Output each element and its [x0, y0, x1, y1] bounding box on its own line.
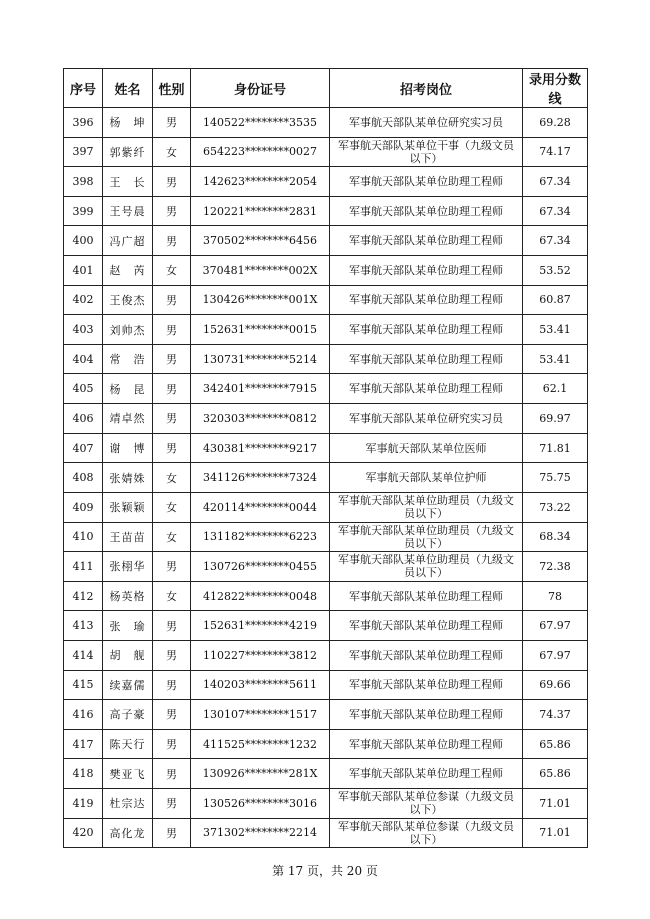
table-row	[64, 522, 588, 552]
cell-position: 军事航天部队某单位助理工程师	[330, 315, 523, 345]
table-row	[64, 640, 588, 670]
cell-index: 400	[64, 226, 103, 256]
table-row	[64, 759, 588, 789]
cell-index: 413	[64, 611, 103, 641]
cell-id-number: 120221********2831	[191, 196, 330, 226]
header-score: 录用分数线	[523, 69, 588, 108]
results-table	[63, 68, 588, 848]
table-row	[64, 285, 588, 315]
cell-name: 胡 舰	[103, 640, 153, 670]
cell-position: 军事航天部队某单位护师	[330, 463, 523, 493]
cell-id-number: 130526********3016	[191, 789, 330, 819]
cell-name: 高化龙	[103, 818, 153, 848]
table-row	[64, 463, 588, 493]
cell-id-number: 130426********001X	[191, 285, 330, 315]
cell-score: 67.97	[523, 640, 588, 670]
cell-position: 军事航天部队某单位助理工程师	[330, 167, 523, 197]
cell-name: 陈天行	[103, 729, 153, 759]
cell-score: 69.66	[523, 670, 588, 700]
table-row	[64, 167, 588, 197]
table-row	[64, 108, 588, 138]
cell-score: 75.75	[523, 463, 588, 493]
cell-gender: 男	[153, 789, 191, 819]
cell-name: 赵 芮	[103, 256, 153, 286]
cell-score: 78	[523, 581, 588, 611]
table-row	[64, 256, 588, 286]
cell-name: 续嘉儒	[103, 670, 153, 700]
table-row	[64, 611, 588, 641]
cell-position: 军事航天部队某单位助理工程师	[330, 700, 523, 730]
cell-score: 53.41	[523, 315, 588, 345]
cell-name: 杨 坤	[103, 108, 153, 138]
cell-name: 高子豪	[103, 700, 153, 730]
cell-index: 414	[64, 640, 103, 670]
cell-score: 67.34	[523, 167, 588, 197]
cell-id-number: 341126********7324	[191, 463, 330, 493]
cell-id-number: 152631********4219	[191, 611, 330, 641]
cell-position: 军事航天部队某单位干事（九级文员以下）	[330, 137, 523, 167]
cell-id-number: 654223********0027	[191, 137, 330, 167]
cell-index: 416	[64, 700, 103, 730]
cell-id-number: 131182********6223	[191, 522, 330, 552]
cell-id-number: 412822********0048	[191, 581, 330, 611]
cell-gender: 男	[153, 670, 191, 700]
cell-score: 65.86	[523, 759, 588, 789]
cell-index: 396	[64, 108, 103, 138]
cell-gender: 男	[153, 285, 191, 315]
cell-gender: 男	[153, 552, 191, 582]
cell-position: 军事航天部队某单位助理工程师	[330, 226, 523, 256]
cell-score: 67.34	[523, 196, 588, 226]
cell-name: 靖卓然	[103, 404, 153, 434]
cell-gender: 男	[153, 167, 191, 197]
cell-index: 404	[64, 344, 103, 374]
cell-position: 军事航天部队某单位助理工程师	[330, 670, 523, 700]
table-row	[64, 492, 588, 522]
cell-gender: 男	[153, 729, 191, 759]
table-row	[64, 137, 588, 167]
table-row	[64, 433, 588, 463]
cell-score: 62.1	[523, 374, 588, 404]
table-row	[64, 670, 588, 700]
cell-gender: 女	[153, 256, 191, 286]
cell-gender: 女	[153, 463, 191, 493]
cell-position: 军事航天部队某单位助理工程师	[330, 344, 523, 374]
cell-id-number: 140522********3535	[191, 108, 330, 138]
cell-score: 71.81	[523, 433, 588, 463]
cell-name: 樊亚飞	[103, 759, 153, 789]
table-row	[64, 729, 588, 759]
cell-gender: 女	[153, 492, 191, 522]
cell-index: 405	[64, 374, 103, 404]
cell-position: 军事航天部队某单位助理工程师	[330, 611, 523, 641]
cell-id-number: 370502********6456	[191, 226, 330, 256]
cell-index: 419	[64, 789, 103, 819]
cell-gender: 男	[153, 196, 191, 226]
cell-id-number: 371302********2214	[191, 818, 330, 848]
table-body	[64, 108, 588, 848]
cell-position: 军事航天部队某单位参谋（九级文员以下）	[330, 789, 523, 819]
cell-gender: 女	[153, 581, 191, 611]
cell-gender: 男	[153, 344, 191, 374]
cell-index: 401	[64, 256, 103, 286]
cell-position: 军事航天部队某单位助理工程师	[330, 285, 523, 315]
cell-index: 411	[64, 552, 103, 582]
table-row	[64, 818, 588, 848]
cell-index: 403	[64, 315, 103, 345]
cell-id-number: 411525********1232	[191, 729, 330, 759]
header-name: 姓名	[103, 69, 153, 108]
cell-name: 王号晨	[103, 196, 153, 226]
header-index: 序号	[64, 69, 103, 108]
cell-index: 397	[64, 137, 103, 167]
cell-gender: 男	[153, 404, 191, 434]
cell-position: 军事航天部队某单位研究实习员	[330, 108, 523, 138]
cell-position: 军事航天部队某单位助理员（九级文员以下）	[330, 552, 523, 582]
cell-name: 刘帅杰	[103, 315, 153, 345]
cell-index: 408	[64, 463, 103, 493]
cell-id-number: 130726********0455	[191, 552, 330, 582]
cell-position: 军事航天部队某单位助理员（九级文员以下）	[330, 522, 523, 552]
cell-position: 军事航天部队某单位助理工程师	[330, 759, 523, 789]
table-row	[64, 196, 588, 226]
cell-id-number: 130926********281X	[191, 759, 330, 789]
cell-score: 53.41	[523, 344, 588, 374]
cell-index: 402	[64, 285, 103, 315]
cell-score: 68.34	[523, 522, 588, 552]
table-row	[64, 700, 588, 730]
cell-id-number: 130107********1517	[191, 700, 330, 730]
cell-score: 67.34	[523, 226, 588, 256]
cell-gender: 男	[153, 108, 191, 138]
cell-name: 郭紫纤	[103, 137, 153, 167]
cell-score: 53.52	[523, 256, 588, 286]
cell-score: 71.01	[523, 789, 588, 819]
cell-gender: 女	[153, 522, 191, 552]
cell-gender: 男	[153, 374, 191, 404]
cell-name: 杜宗达	[103, 789, 153, 819]
cell-name: 冯广超	[103, 226, 153, 256]
cell-score: 60.87	[523, 285, 588, 315]
header-id-number: 身份证号	[191, 69, 330, 108]
header-position: 招考岗位	[330, 69, 523, 108]
cell-score: 73.22	[523, 492, 588, 522]
cell-name: 杨英格	[103, 581, 153, 611]
cell-gender: 男	[153, 315, 191, 345]
cell-index: 420	[64, 818, 103, 848]
cell-name: 王俊杰	[103, 285, 153, 315]
cell-position: 军事航天部队某单位助理工程师	[330, 196, 523, 226]
table-row	[64, 581, 588, 611]
cell-index: 398	[64, 167, 103, 197]
cell-score: 65.86	[523, 729, 588, 759]
cell-score: 69.28	[523, 108, 588, 138]
cell-gender: 男	[153, 433, 191, 463]
cell-index: 409	[64, 492, 103, 522]
cell-id-number: 130731********5214	[191, 344, 330, 374]
page-number: 第 17 页，共 20 页	[272, 864, 378, 878]
cell-name: 张婧姝	[103, 463, 153, 493]
cell-index: 412	[64, 581, 103, 611]
header-gender: 性别	[153, 69, 191, 108]
cell-name: 常 浩	[103, 344, 153, 374]
cell-score: 71.01	[523, 818, 588, 848]
table-header-row	[64, 69, 588, 108]
cell-position: 军事航天部队某单位助理工程师	[330, 581, 523, 611]
cell-id-number: 110227********3812	[191, 640, 330, 670]
cell-gender: 男	[153, 700, 191, 730]
cell-gender: 男	[153, 759, 191, 789]
cell-score: 72.38	[523, 552, 588, 582]
cell-id-number: 342401********7915	[191, 374, 330, 404]
table-row	[64, 404, 588, 434]
cell-id-number: 140203********5611	[191, 670, 330, 700]
cell-name: 王 长	[103, 167, 153, 197]
cell-position: 军事航天部队某单位研究实习员	[330, 404, 523, 434]
cell-index: 410	[64, 522, 103, 552]
cell-name: 张颖颖	[103, 492, 153, 522]
cell-name: 谢 博	[103, 433, 153, 463]
table-row	[64, 552, 588, 582]
table-row	[64, 344, 588, 374]
table-row	[64, 315, 588, 345]
cell-id-number: 370481********002X	[191, 256, 330, 286]
cell-id-number: 430381********9217	[191, 433, 330, 463]
cell-index: 418	[64, 759, 103, 789]
cell-score: 74.37	[523, 700, 588, 730]
cell-gender: 男	[153, 640, 191, 670]
cell-name: 张栩华	[103, 552, 153, 582]
cell-position: 军事航天部队某单位助理工程师	[330, 640, 523, 670]
cell-index: 399	[64, 196, 103, 226]
cell-id-number: 420114********0044	[191, 492, 330, 522]
table-row	[64, 226, 588, 256]
cell-score: 69.97	[523, 404, 588, 434]
cell-index: 415	[64, 670, 103, 700]
cell-index: 406	[64, 404, 103, 434]
cell-gender: 男	[153, 611, 191, 641]
cell-position: 军事航天部队某单位助理工程师	[330, 729, 523, 759]
cell-score: 74.17	[523, 137, 588, 167]
cell-id-number: 142623********2054	[191, 167, 330, 197]
cell-gender: 女	[153, 137, 191, 167]
table-row	[64, 789, 588, 819]
cell-name: 王苗苗	[103, 522, 153, 552]
cell-position: 军事航天部队某单位医师	[330, 433, 523, 463]
cell-position: 军事航天部队某单位参谋（九级文员以下）	[330, 818, 523, 848]
cell-score: 67.97	[523, 611, 588, 641]
cell-index: 417	[64, 729, 103, 759]
cell-id-number: 152631********0015	[191, 315, 330, 345]
cell-position: 军事航天部队某单位助理工程师	[330, 256, 523, 286]
cell-index: 407	[64, 433, 103, 463]
cell-name: 张 瑜	[103, 611, 153, 641]
cell-position: 军事航天部队某单位助理员（九级文员以下）	[330, 492, 523, 522]
table-row	[64, 374, 588, 404]
cell-name: 杨 昆	[103, 374, 153, 404]
cell-gender: 男	[153, 226, 191, 256]
cell-position: 军事航天部队某单位助理工程师	[330, 374, 523, 404]
cell-id-number: 320303********0812	[191, 404, 330, 434]
cell-gender: 男	[153, 818, 191, 848]
